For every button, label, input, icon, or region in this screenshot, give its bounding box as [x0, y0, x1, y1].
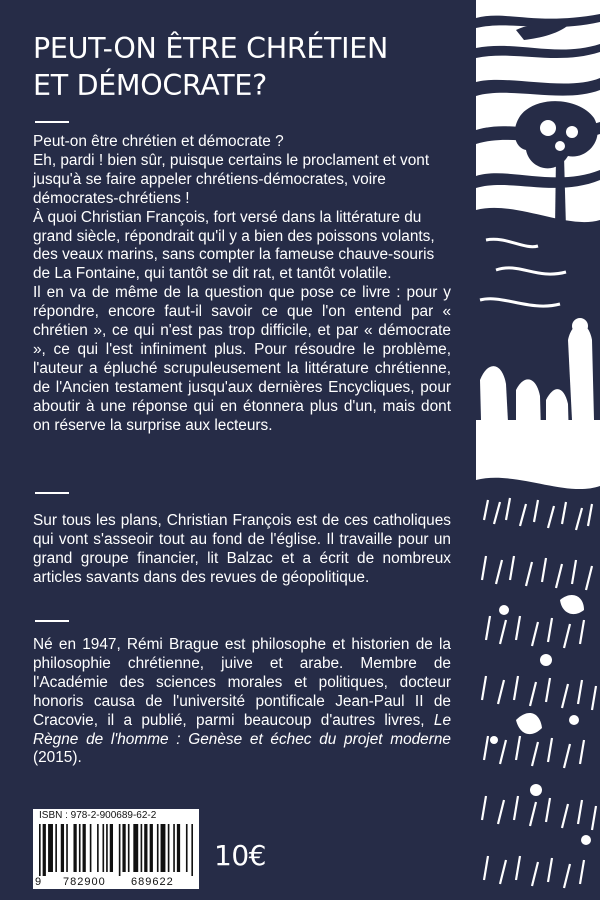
summary-paragraph-4: Il en va de même de la question que pose ce livre : pour y répondre, encore faut-il savoir ce que l'on entend par « chrétien », ce qui n'est pas trop difficile, et par « démocrate », ce qui l'est infiniment plus. Pour résoudre le problème, l'auteur a épluché scrupuleusement la littérature chrétienne, de l'Ancien testament jusqu'aux dernières Encycliques, pour aboutir à une réponse qui en étonnera plus d'un, mais dont on réserve la surprise aux lecteurs.	[33, 284, 451, 434]
barcode-bar	[177, 824, 180, 872]
summary-block	[33, 133, 451, 436]
barcode-digits	[33, 875, 199, 889]
barcode-bar	[186, 824, 188, 872]
barcode-bar	[61, 824, 64, 872]
isbn-label: ISBN : 978-2-900689-62-2	[39, 810, 157, 821]
barcode-bar	[106, 824, 108, 872]
barcode-bar	[157, 824, 159, 872]
woodcut-landscape-illustration-icon	[476, 0, 600, 900]
barcode-bar	[141, 824, 143, 872]
divider-top	[35, 121, 69, 123]
barcode-bar	[48, 824, 53, 872]
barcode-bar	[191, 824, 193, 876]
title-line-1: PEUT-ON ÊTRE CHRÉTIEN	[33, 32, 389, 65]
author-bio-block	[33, 512, 451, 588]
barcode-bar	[122, 824, 125, 872]
barcode-bar	[66, 824, 68, 872]
isbn-barcode-box	[33, 809, 199, 889]
barcode-icon	[39, 824, 195, 876]
barcode-bar	[97, 824, 99, 872]
barcode-digits-right: 689622	[131, 876, 174, 888]
divider-lower	[35, 620, 69, 622]
divider-middle	[35, 492, 69, 494]
barcode-bar	[133, 824, 138, 872]
preface-bio	[33, 636, 451, 768]
barcode-bar	[83, 824, 86, 872]
title-line-2: ET DÉMOCRATE?	[33, 69, 267, 102]
price-label: 10€	[214, 839, 266, 872]
summary-paragraph-3: À quoi Christian François, fort versé dans la littérature du grand siècle, répondrait qu'il y a bien des poissons volants, des veaux marins, sans compter la fameuse chauve-souris de La Fontaine, qui tantôt se dit rat, et tantôt volatile.	[33, 208, 435, 283]
barcode-digit-first: 9	[35, 876, 42, 888]
barcode-bar	[110, 824, 113, 872]
preface-bio-block	[33, 636, 451, 768]
preface-bio-text: Né en 1947, Rémi Brague est philosophe et historien de la philosophie chrétienne, juive et arabe. Membre de l'Académie des sciences morales et politiques, docteur honoris causa de l'université pontificale Jean-Paul II de Cracovie, il a publié, parmi beaucoup d'autres livres,	[33, 636, 451, 729]
barcode-bar	[79, 824, 81, 872]
barcode-bar	[55, 824, 57, 872]
barcode-bar	[102, 824, 104, 872]
barcode-bar	[173, 824, 175, 872]
summary-paragraph-1: Peut-on être chrétien et démocrate ?	[33, 133, 284, 150]
barcode-bar	[73, 824, 76, 872]
barcode-bar	[119, 824, 121, 876]
author-bio: Sur tous les plans, Christian François est de ces catholiques qui vont s'asseoir tout au fond de l'église. Il travaille pour un grand groupe financier, lit Balzac et a écrit de nombreux articles savants dans des revues de géopolitique.	[33, 512, 451, 586]
barcode-bar	[43, 824, 46, 876]
barcode-bar	[90, 824, 92, 872]
barcode-bar	[168, 824, 170, 872]
barcode-bar	[39, 824, 41, 876]
summary-paragraph-2: Eh, pardi ! bien sûr, puisque certains le proclament et vont jusqu'à se faire appeler chrétiens-démocrates, voire démocrates-chrétiens !	[33, 151, 430, 207]
barcode-bar	[161, 824, 166, 872]
preface-book-title: Le Règne de l'homme : Genèse et échec du projet moderne	[33, 711, 452, 748]
barcode-bar	[128, 824, 130, 872]
barcode-digits-left: 782900	[63, 876, 106, 888]
preface-book-year: (2015).	[33, 749, 82, 767]
book-title	[33, 30, 453, 104]
barcode-bar	[150, 824, 153, 872]
barcode-bar	[144, 824, 147, 872]
